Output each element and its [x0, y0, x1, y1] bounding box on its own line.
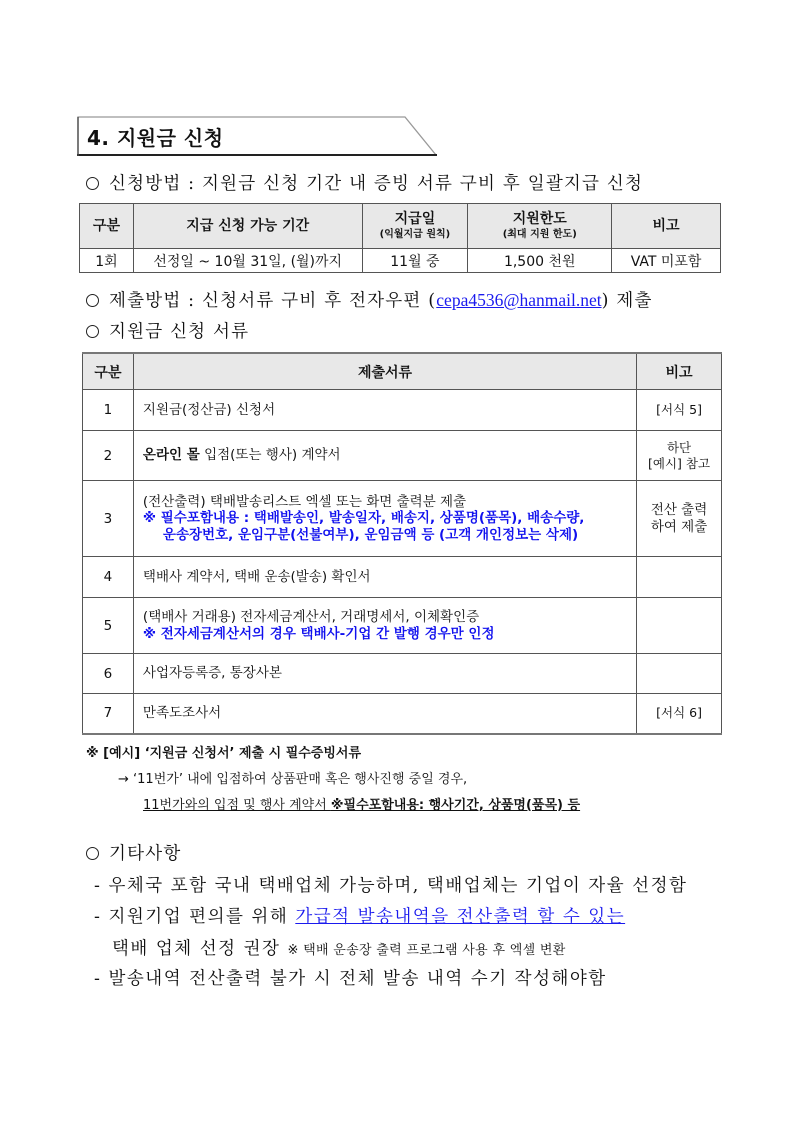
circle-bullet-icon — [86, 847, 99, 860]
table-row: 4 택배사 계약서, 택배 운송(발송) 확인서 — [83, 557, 722, 598]
table-row: 5 (택배사 거래용) 전자세금계산서, 거래명세서, 이체확인증 ※ 전자세금계산서의 경우 택배사-기업 간 발행 경우만 인정 — [83, 598, 722, 654]
documents-table — [82, 352, 722, 735]
etc-item-continued: 택배 업체 선정 권장 ※ 택배 운송장 출력 프로그램 사용 후 엑셀 변환 — [112, 939, 566, 959]
submit-method: 제출방법 : 신청서류 구비 후 전자우편 (cepa4536@hanmail.net) 제출 — [86, 287, 653, 312]
pay-date-cell: 11월 중 — [362, 249, 468, 273]
docs-heading: 지원금 신청 서류 — [86, 318, 249, 343]
email-link[interactable]: cepa4536@hanmail.net — [436, 290, 602, 310]
emphasis-link-text: 가급적 발송내역을 전산출력 할 수 있는 — [295, 907, 626, 927]
header-cell: 비고 — [637, 353, 722, 390]
apply-method-text: 신청방법 : 지원금 신청 기간 내 증빙 서류 구비 후 일괄지급 신청 — [109, 174, 644, 194]
header-cell: 지급일 (익월지급 원칙) — [362, 204, 468, 249]
period-cell: 선정일 ~ 10월 31일, (월)까지 — [133, 249, 362, 273]
table-row: 3 (전산출력) 택배발송리스트 엑셀 또는 화면 출력분 제출 ※ 필수포함내용 : 택배발송인, 발송일자, 배송지, 상품명(품목), 배송수량, 운송장번호, 운임구분(선불여부), 운임금액 등 (고객 개인정보는 삭제) 전산 출력 하여 제출 — [83, 481, 722, 557]
etc-heading: 기타사항 — [86, 840, 181, 865]
round-cell: 1회 — [80, 249, 134, 273]
documents-table-header — [83, 353, 722, 390]
etc-item: - 지원기업 편의를 위해 가급적 발송내역을 전산출력 할 수 있는 — [94, 907, 626, 927]
etc-item: - 발송내역 전산출력 불가 시 전체 발송 내역 수기 작성해야함 — [94, 969, 607, 989]
example-line: 11번가와의 입점 및 행사 계약서 ※필수포함내용: 행사기간, 상품명(품목) 등 — [143, 798, 581, 813]
circle-bullet-icon — [86, 294, 99, 307]
section-header — [77, 116, 437, 156]
etc-item: - 우체국 포함 국내 택배업체 가능하며, 택배업체는 기업이 자율 선정함 — [94, 876, 688, 896]
limit-cell: 1,500 천원 — [468, 249, 612, 273]
note-cell: VAT 미포함 — [612, 249, 721, 273]
header-cell: 지급 신청 가능 기간 — [133, 204, 362, 249]
example-line: → ‘11번가’ 내에 입점하여 상품판매 혹은 행사진행 중일 경우, — [118, 772, 468, 787]
table-row: 1 지원금(정산금) 신청서 [서식 5] — [83, 390, 722, 431]
schedule-table-header — [80, 204, 721, 249]
header-cell: 구분 — [80, 204, 134, 249]
header-cell: 구분 — [83, 353, 134, 390]
table-row — [80, 249, 721, 273]
schedule-table — [79, 203, 721, 273]
table-row: 7 만족도조사서 [서식 6] — [83, 694, 722, 734]
table-row: 2 온라인 몰 입점(또는 행사) 계약서 하단 [예시] 참고 — [83, 431, 722, 481]
example-heading: ※ [예시] ‘지원금 신청서’ 제출 시 필수증빙서류 — [86, 746, 362, 761]
header-cell: 제출서류 — [133, 353, 636, 390]
circle-bullet-icon — [86, 177, 99, 190]
table-row: 6 사업자등록증, 통장사본 — [83, 654, 722, 694]
header-cell: 지원한도 (최대 지원 한도) — [468, 204, 612, 249]
section-title: 4. 지원금 신청 — [87, 126, 224, 150]
apply-method — [86, 170, 643, 195]
circle-bullet-icon — [86, 325, 99, 338]
header-cell: 비고 — [612, 204, 721, 249]
